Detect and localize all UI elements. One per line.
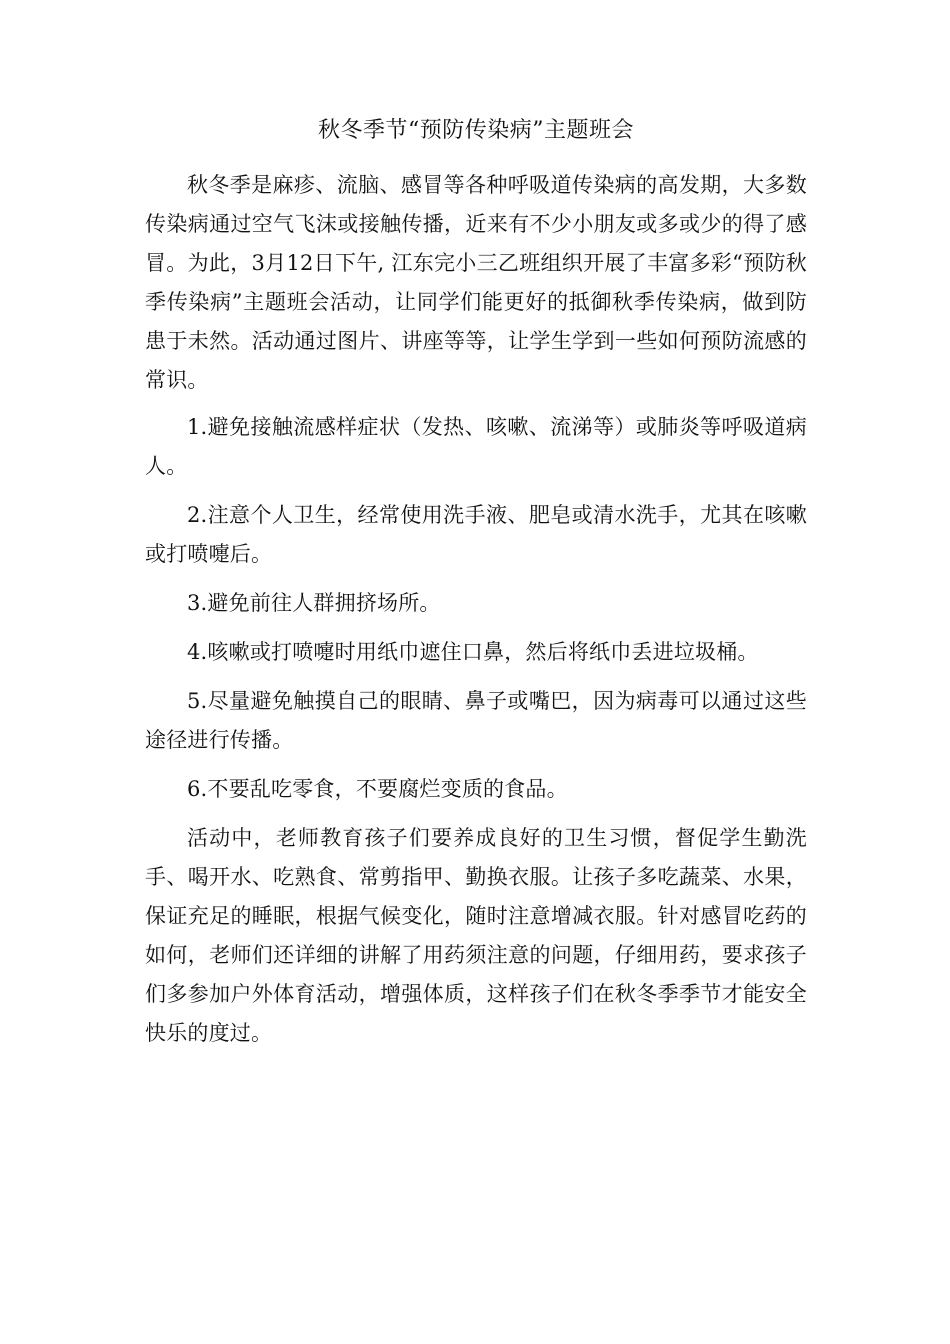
document-title: 秋冬季节“预防传染病”主题班会: [318, 118, 634, 143]
list-item-5: 5.尽量避免触摸自己的眼睛、鼻子或嘴巴，因为病毒可以通过这些途径进行传播。: [145, 689, 807, 752]
list-item-6: 6.不要乱吃零食，不要腐烂变质的食品。: [187, 777, 568, 801]
intro-paragraph: 秋冬季是麻疹、流脑、感冒等各种呼吸道传染病的高发期，大多数传染病通过空气飞沫或接触传播，近来有不少小朋友或多或少的得了感冒。为此，3月12日下午, 江东完小三乙班组织开展了丰富多彩“预防秋季传染病”主题班会活动，让同学们能更好的抵御秋季传染病，做到防患于未然。活动通过图片、讲座等等，让学生学到一些如何预防流感的常识。: [145, 173, 807, 392]
list-item-2: 2.注意个人卫生，经常使用洗手液、肥皂或清水洗手，尤其在咳嗽或打喷嚏后。: [145, 503, 807, 566]
list-item-1: 1.避免接触流感样症状（发热、咳嗽、流涕等）或肺炎等呼吸道病人。: [145, 415, 807, 478]
list-item-4: 4.咳嗽或打喷嚏时用纸巾遮住口鼻，然后将纸巾丢进垃圾桶。: [187, 640, 759, 664]
closing-paragraph: 活动中，老师教育孩子们要养成良好的卫生习惯，督促学生勤洗手、喝开水、吃熟食、常剪指甲、勤换衣服。让孩子多吃蔬菜、水果，保证充足的睡眠，根据气候变化，随时注意增减衣服。针对感冒吃药的如何，老师们还详细的讲解了用药须注意的问题，仔细用药，要求孩子们多参加户外体育活动，增强体质，这样孩子们在秋冬季季节才能安全快乐的度过。: [145, 826, 807, 1045]
list-item-3: 3.避免前往人群拥挤场所。: [187, 591, 441, 615]
document-body: [145, 166, 807, 1061]
